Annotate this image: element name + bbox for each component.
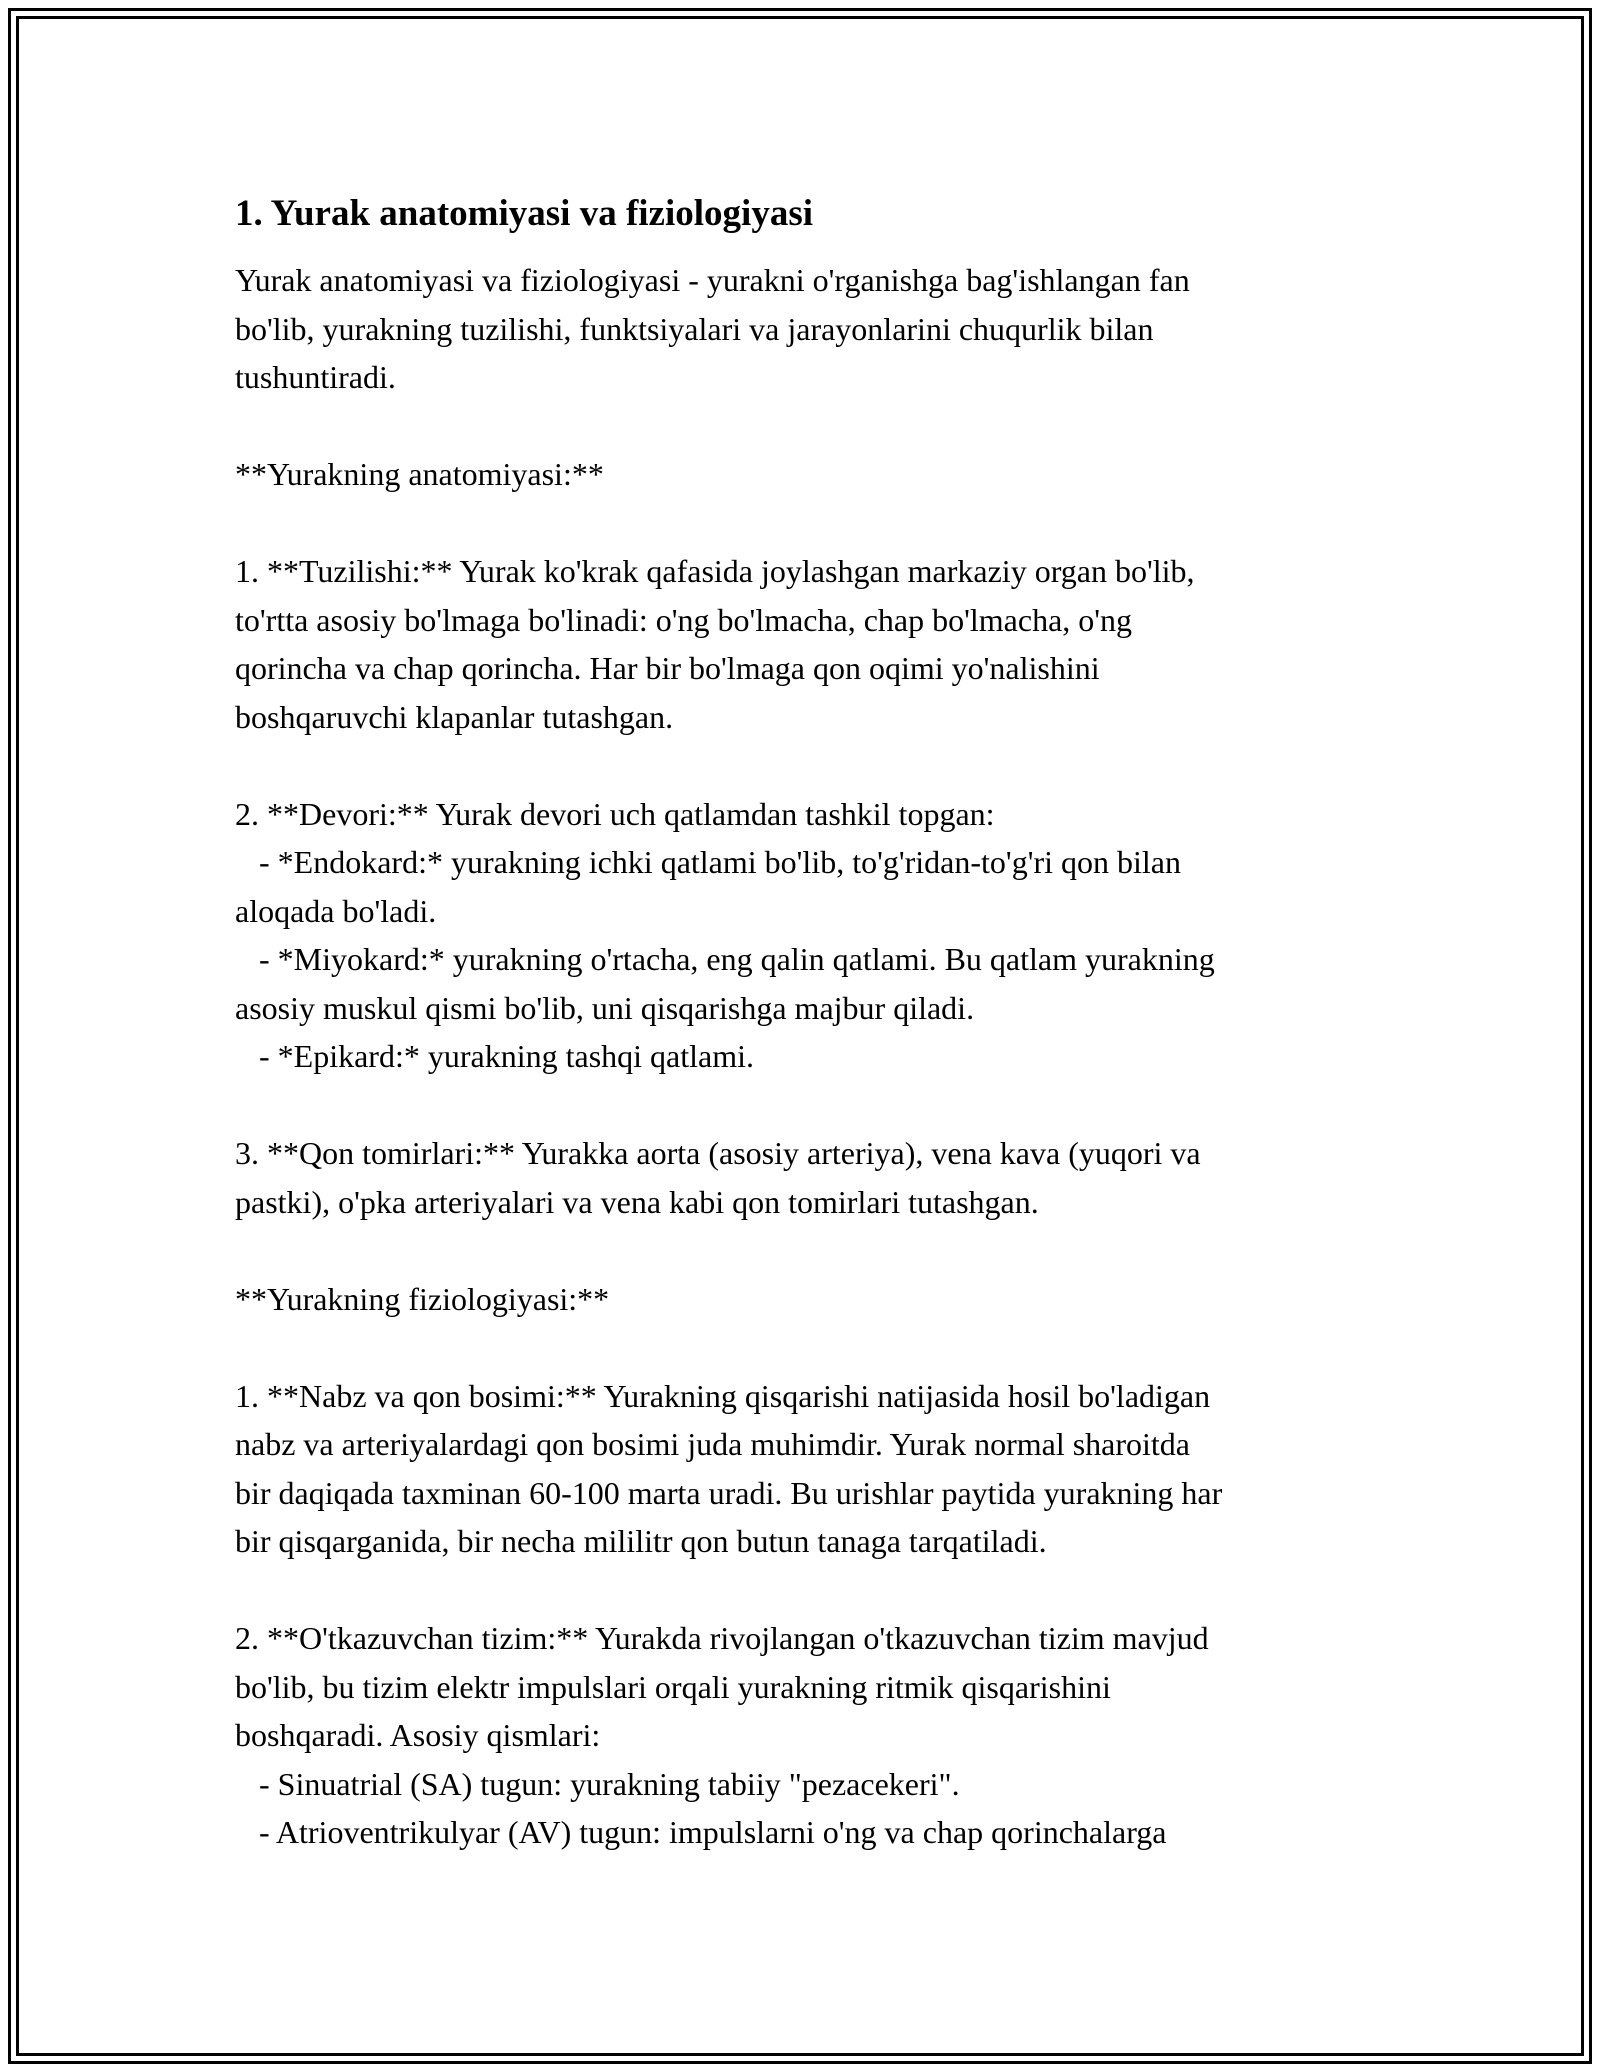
text-line: boshqaruvchi klapanlar tutashgan.: [235, 698, 674, 735]
text-line: tushuntiradi.: [235, 359, 396, 395]
anatomy-item-vessels: [235, 1129, 1385, 1226]
text-line: 3. **Qon tomirlari:** Yurakka aorta (asosiy arteriya), vena kava (yuqori va: [235, 1135, 1201, 1171]
text-line: qorincha va chap qorincha. Har bir bo'lmaga qon oqimi yo'nalishini: [235, 650, 1100, 686]
section-heading-anatomy: [235, 450, 1385, 499]
text-line: 2. **Devori:** Yurak devori uch qatlamdan tashkil topgan:: [235, 795, 995, 832]
physiology-item-pulse: [235, 1372, 1385, 1566]
text-line: - Atrioventrikulyar (AV) tugun: impulslarni o'ng va chap qorinchalarga: [235, 1814, 1167, 1850]
text-line: bir daqiqada taxminan 60-100 marta uradi. Bu urishlar paytida yurakning har: [235, 1474, 1223, 1511]
text-line: - *Epikard:* yurakning tashqi qatlami.: [235, 1038, 754, 1074]
text-line: 1. **Nabz va qon bosimi:** Yurakning qisqarishi natijasida hosil bo'ladigan: [235, 1377, 1211, 1414]
intro-paragraph: [235, 256, 1385, 402]
text-line: 2. **O'tkazuvchan tizim:** Yurakda rivojlangan o'tkazuvchan tizim mavjud: [235, 1620, 1209, 1656]
text-line: **Yurakning fiziologiyasi:**: [235, 1280, 610, 1317]
text-line: - *Miyokard:* yurakning o'rtacha, eng qalin qatlami. Bu qatlam yurakning: [235, 941, 1215, 977]
text-line: **Yurakning anatomiyasi:**: [235, 456, 604, 492]
anatomy-item-structure: [235, 547, 1385, 741]
text-line: boshqaradi. Asosiy qismlari:: [235, 1717, 601, 1753]
text-line: 1. **Tuzilishi:** Yurak ko'krak qafasida joylashgan markaziy organ bo'lib,: [235, 553, 1195, 589]
text-line: bo'lib, yurakning tuzilishi, funktsiyalari va jarayonlarini chuqurlik bilan: [235, 310, 1154, 347]
document-body: [235, 186, 1385, 1905]
text-line: bo'lib, bu tizim elektr impulslari orqali yurakning ritmik qisqarishini: [235, 1668, 1111, 1705]
text-line: nabz va arteriyalardagi qon bosimi juda muhimdir. Yurak normal sharoitda: [235, 1426, 1190, 1462]
text-line: - Sinuatrial (SA) tugun: yurakning tabiiy "pezacekeri".: [235, 1765, 960, 1802]
text-line: aloqada bo'ladi.: [235, 892, 437, 929]
text-line: bir qisqarganida, bir necha mililitr qon butun tanaga tarqatiladi.: [235, 1523, 1047, 1559]
text-line: - *Endokard:* yurakning ichki qatlami bo'lib, to'g'ridan-to'g'ri qon bilan: [235, 844, 1181, 880]
document-title: 1. Yurak anatomiyasi va fiziologiyasi: [235, 193, 813, 234]
physiology-item-conduction: [235, 1614, 1385, 1857]
text-line: Yurak anatomiyasi va fiziologiyasi - yurakni o'rganishga bag'ishlangan fan: [235, 262, 1190, 298]
text-line: to'rtta asosiy bo'lmaga bo'linadi: o'ng bo'lmacha, chap bo'lmacha, o'ng: [235, 601, 1133, 638]
section-heading-physiology: [235, 1275, 1385, 1324]
text-line: pastki), o'pka arteriyalari va vena kabi qon tomirlari tutashgan.: [235, 1183, 1039, 1220]
text-line: asosiy muskul qismi bo'lib, uni qisqarishga majbur qiladi.: [235, 989, 975, 1026]
anatomy-item-wall: [235, 790, 1385, 1081]
